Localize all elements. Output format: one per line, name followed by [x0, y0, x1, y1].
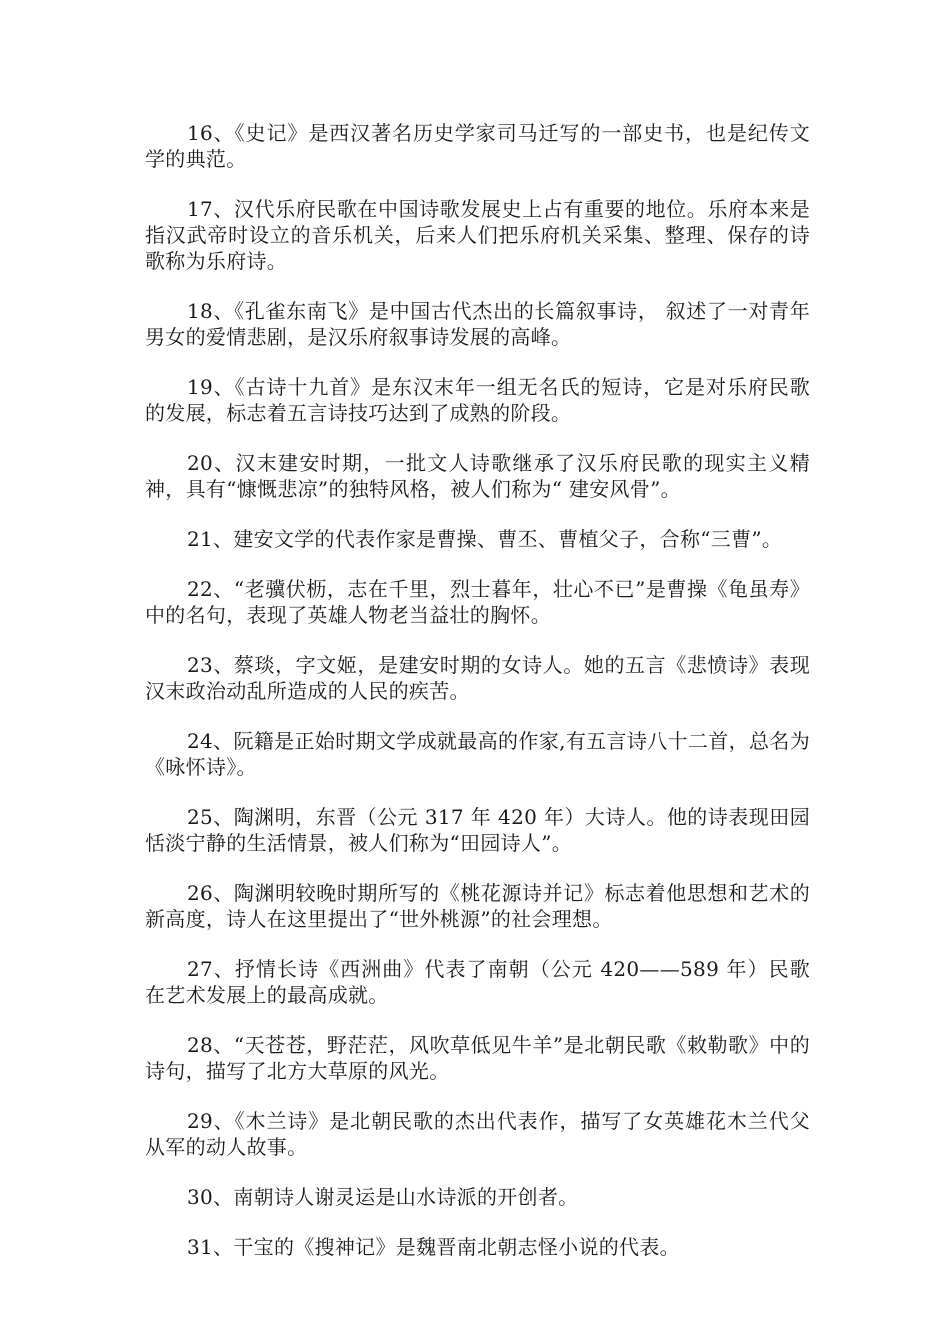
paragraph-19: 19、《古诗十九首》是东汉末年一组无名氏的短诗，它是对乐府民歌的发展，标志着五言诗技巧达到了成熟的阶段。 [145, 375, 810, 425]
paragraph-16: 16、《史记》是西汉著名历史学家司马迁写的一部史书，也是纪传文学的典范。 [145, 121, 810, 171]
paragraph-25: 25、陶渊明，东晋（公元 317 年 420 年）大诗人。他的诗表现田园恬淡宁静的生活情景，被人们称为“田园诗人”。 [145, 805, 810, 855]
paragraph-20: 20、汉末建安时期，一批文人诗歌继承了汉乐府民歌的现实主义精神，具有“慷慨悲凉”的独特风格，被人们称为“ 建安风骨”。 [145, 451, 810, 501]
paragraph-29: 29、《木兰诗》是北朝民歌的杰出代表作，描写了女英雄花木兰代父从军的动人故事。 [145, 1109, 810, 1159]
paragraph-21: 21、建安文学的代表作家是曹操、曹丕、曹植父子，合称“三曹”。 [187, 527, 783, 551]
paragraph-24: 24、阮籍是正始时期文学成就最高的作家,有五言诗八十二首，总名为《咏怀诗》。 [145, 729, 810, 779]
paragraph-28: 28、“天苍苍，野茫茫，风吹草低见牛羊”是北朝民歌《敕勒歌》中的诗句，描写了北方大草原的风光。 [145, 1033, 810, 1083]
paragraph-22: 22、“老骥伏枥，志在千里，烈士暮年，壮心不已”是曹操《龟虽寿》中的名句，表现了英雄人物老当益壮的胸怀。 [145, 577, 810, 627]
paragraph-31: 31、干宝的《搜神记》是魏晋南北朝志怪小说的代表。 [187, 1235, 680, 1259]
paragraph-17: 17、汉代乐府民歌在中国诗歌发展史上占有重要的地位。乐府本来是指汉武帝时设立的音乐机关，后来人们把乐府机关采集、整理、保存的诗歌称为乐府诗。 [145, 197, 810, 273]
paragraph-26: 26、陶渊明较晚时期所写的《桃花源诗并记》标志着他思想和艺术的新高度，诗人在这里提出了“世外桃源”的社会理想。 [145, 881, 810, 931]
document-body [145, 120, 810, 1284]
paragraph-18: 18、《孔雀东南飞》是中国古代杰出的长篇叙事诗， 叙述了一对青年男女的爱情悲剧，是汉乐府叙事诗发展的高峰。 [145, 299, 810, 349]
paragraph-30: 30、南朝诗人谢灵运是山水诗派的开创者。 [187, 1185, 579, 1209]
paragraph-23: 23、蔡琰，字文姬，是建安时期的女诗人。她的五言《悲愤诗》表现汉末政治动乱所造成的人民的疾苦。 [145, 653, 810, 703]
paragraph-27: 27、抒情长诗《西洲曲》代表了南朝（公元 420——589 年）民歌在艺术发展上的最高成就。 [145, 957, 810, 1007]
